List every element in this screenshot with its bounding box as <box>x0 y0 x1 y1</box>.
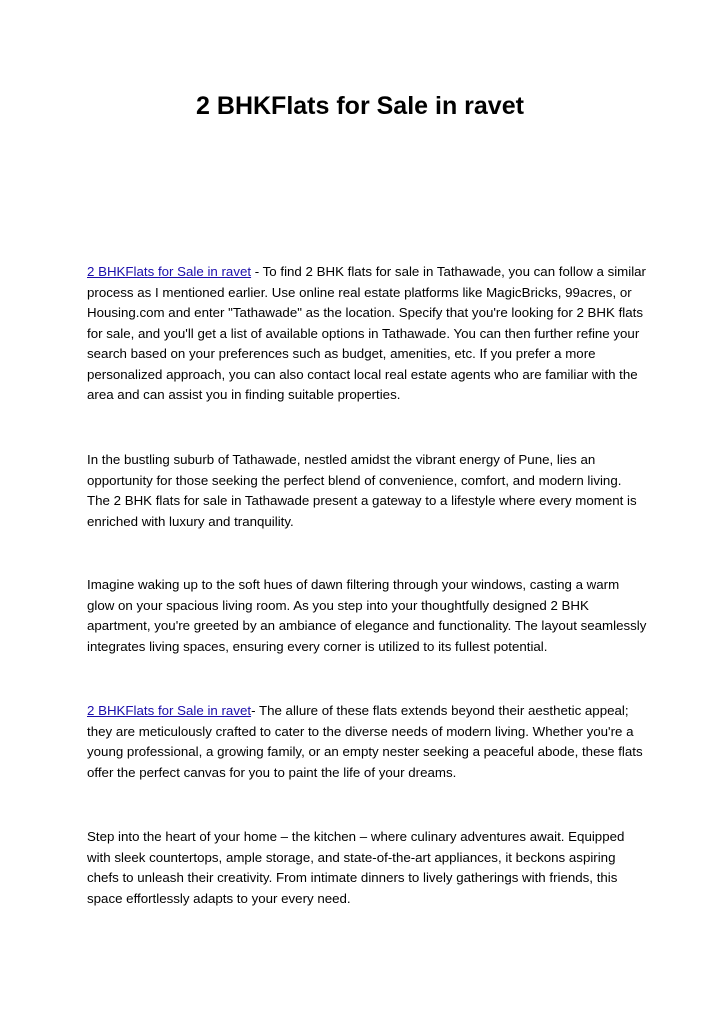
paragraph-1-text: - To find 2 BHK flats for sale in Tathawade, you can follow a similar process as I mentioned earlier. Use online real estate platforms like MagicBricks, 99acres, or Housing.com and enter "Tathawade" as the location. Specify that you're looking for 2 BHK flats for sale, and you'll get a list of available options in Tathawade. You can then further refine your search based on your preferences such as budget, amenities, etc. If you prefer a more personalized approach, you can also contact local real estate agents who are familiar with the area and can assist you in finding suitable properties. <box>87 264 646 402</box>
paragraph-1 <box>87 262 647 406</box>
paragraph-4 <box>87 701 647 783</box>
ravet-flats-link-2[interactable]: 2 BHKFlats for Sale in ravet <box>87 703 252 718</box>
page-title: 2 BHKFlats for Sale in ravet <box>196 92 524 120</box>
paragraph-4-text: - The allure of these flats extends beyond their aesthetic appeal; they are meticulously crafted to cater to the diverse needs of modern living. Whether you're a young professional, a growing family, or an empty nester seeking a peaceful abode, these flats offer the perfect canvas for you to paint the life of your dreams. <box>87 703 643 780</box>
paragraph-3 <box>87 575 647 657</box>
paragraph-5-text: Step into the heart of your home – the kitchen – where culinary adventures await. Equipped with sleek countertops, ample storage, and state-of-the-art appliances, it beckons aspiring chefs to unleash their creativity. From intimate dinners to lively gatherings with friends, this space effortlessly adapts to your every need. <box>87 829 625 906</box>
ravet-flats-link-1[interactable]: 2 BHKFlats for Sale in ravet <box>87 264 252 279</box>
paragraph-2-text: In the bustling suburb of Tathawade, nestled amidst the vibrant energy of Pune, lies an opportunity for those seeking the perfect blend of convenience, comfort, and modern living. The 2 BHK flats for sale in Tathawade present a gateway to a lifestyle where every moment is enriched with luxury and tranquility. <box>87 452 637 529</box>
paragraph-5 <box>87 827 647 909</box>
paragraph-2 <box>87 450 647 532</box>
paragraph-3-text: Imagine waking up to the soft hues of dawn filtering through your windows, casting a warm glow on your spacious living room. As you step into your thoughtfully designed 2 BHK apartment, you're greeted by an ambiance of elegance and functionality. The layout seamlessly integrates living spaces, ensuring every corner is utilized to its fullest potential. <box>87 577 647 654</box>
